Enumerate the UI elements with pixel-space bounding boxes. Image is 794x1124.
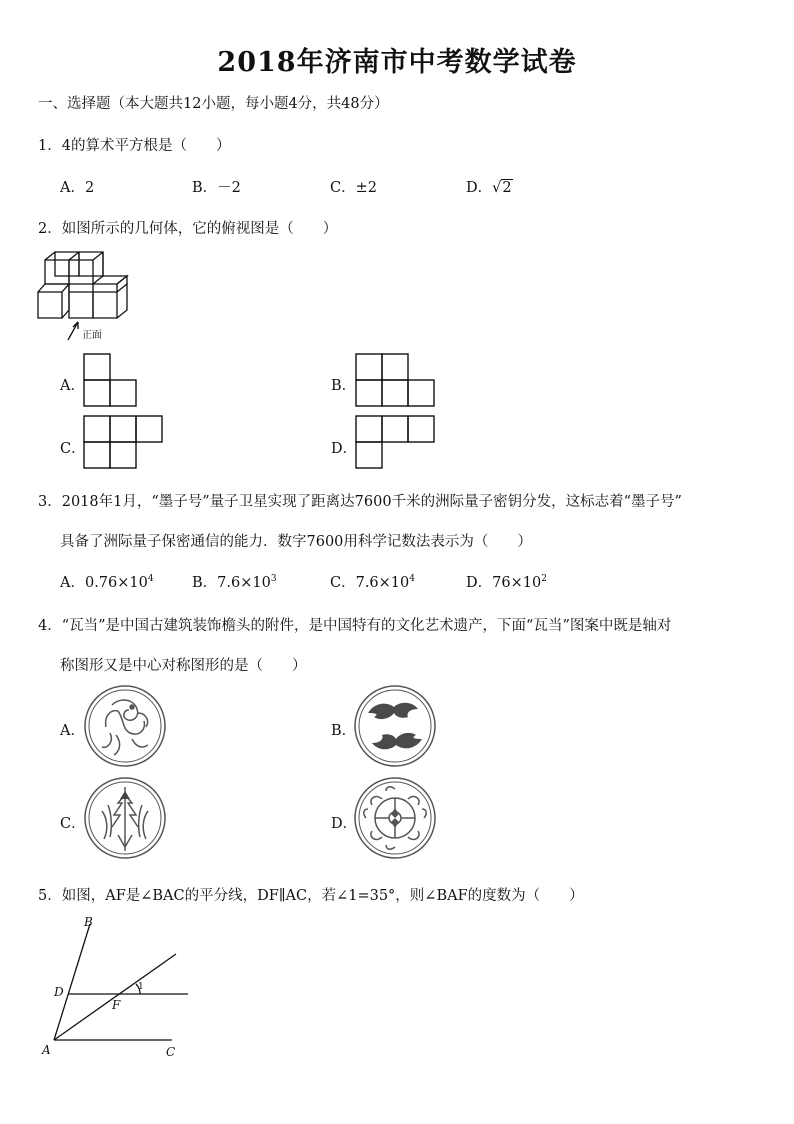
tile-image-a bbox=[82, 683, 168, 769]
option-a-exponent: 4 bbox=[147, 574, 154, 585]
sqrt-expression: √2 bbox=[492, 180, 512, 196]
point-label-f: F bbox=[112, 998, 121, 1012]
question-2-option-c-label[interactable]: C． bbox=[60, 441, 86, 457]
question-2-option-b-label[interactable]: B． bbox=[331, 378, 357, 394]
section-heading: 一、选择题（本大题共12小题，每小题4分，共48分） bbox=[38, 96, 389, 112]
point-label-c: C bbox=[166, 1045, 176, 1059]
option-b-exponent: 3 bbox=[270, 574, 277, 585]
option-d-prefix: D． bbox=[466, 180, 493, 196]
question-4-option-a-label[interactable]: A． bbox=[60, 723, 85, 739]
option-d-exponent: 2 bbox=[541, 574, 547, 585]
option-a-base: A．0.76×10 bbox=[60, 575, 148, 591]
question-3-line-1: 3．2018年1月，“墨子号”量子卫星实现了距离达7600千米的洲际量子密钥分发，这标志着“墨子号” bbox=[38, 494, 682, 510]
question-3-line-2: 具备了洲际量子保密通信的能力．数字7600用科学记数法表示为（ ） bbox=[60, 534, 532, 550]
question-5-text: 5．如图，AF是∠BAC的平分线，DF∥AC，若∠1=35°，则∠BAF的度数为（ ） bbox=[38, 888, 584, 904]
point-label-a: A bbox=[42, 1043, 51, 1057]
question-4-option-b-label[interactable]: B． bbox=[331, 723, 357, 739]
question-1-text: 1．4的算术平方根是（ ） bbox=[38, 138, 231, 154]
top-view-option-b bbox=[355, 353, 437, 407]
sqrt-radicand: 2 bbox=[502, 180, 512, 196]
point-label-b: B bbox=[84, 915, 93, 929]
question-1-option-c[interactable]: C．±2 bbox=[330, 180, 377, 196]
question-3-option-d[interactable] bbox=[466, 571, 547, 592]
question-4-line-1: 4．“瓦当”是中国古建筑装饰檐头的附件，是中国特有的文化艺术遗产，下面“瓦当”图案中既是轴对 bbox=[38, 618, 672, 634]
page-title: 2018年济南市中考数学试卷 bbox=[217, 47, 577, 78]
question-3-option-b[interactable] bbox=[192, 571, 277, 592]
top-view-option-c bbox=[83, 415, 165, 469]
angle-label-1: 1 bbox=[138, 982, 144, 992]
top-view-option-a bbox=[83, 353, 139, 407]
question-4-line-2: 称图形又是中心对称图形的是（ ） bbox=[60, 658, 307, 674]
tile-image-d bbox=[352, 775, 438, 861]
question-1-option-d[interactable] bbox=[466, 176, 513, 197]
option-d-base: D．76×10 bbox=[466, 575, 542, 591]
angle-figure bbox=[38, 912, 198, 1062]
question-2-option-a-label[interactable]: A． bbox=[60, 378, 85, 394]
tile-image-c bbox=[82, 775, 168, 861]
option-c-exponent: 4 bbox=[409, 574, 415, 585]
question-2-text: 2．如图所示的几何体，它的俯视图是（ ） bbox=[38, 221, 338, 237]
solid-figure bbox=[30, 248, 140, 348]
point-label-d: D bbox=[54, 985, 64, 999]
question-3-option-c[interactable] bbox=[330, 571, 415, 592]
question-2-option-d-label[interactable]: D． bbox=[331, 441, 358, 457]
option-c-base: C．7.6×10 bbox=[330, 575, 410, 591]
question-4-option-c-label[interactable]: C． bbox=[60, 816, 86, 832]
front-label: 正面 bbox=[82, 330, 102, 341]
question-1-option-b[interactable]: B．－2 bbox=[192, 180, 241, 196]
tile-image-b bbox=[352, 683, 438, 769]
question-3-option-a[interactable] bbox=[60, 571, 154, 592]
option-b-base: B．7.6×10 bbox=[192, 575, 271, 591]
top-view-option-d bbox=[355, 415, 437, 469]
question-1-option-a[interactable]: A．2 bbox=[60, 180, 95, 196]
question-4-option-d-label[interactable]: D． bbox=[331, 816, 358, 832]
